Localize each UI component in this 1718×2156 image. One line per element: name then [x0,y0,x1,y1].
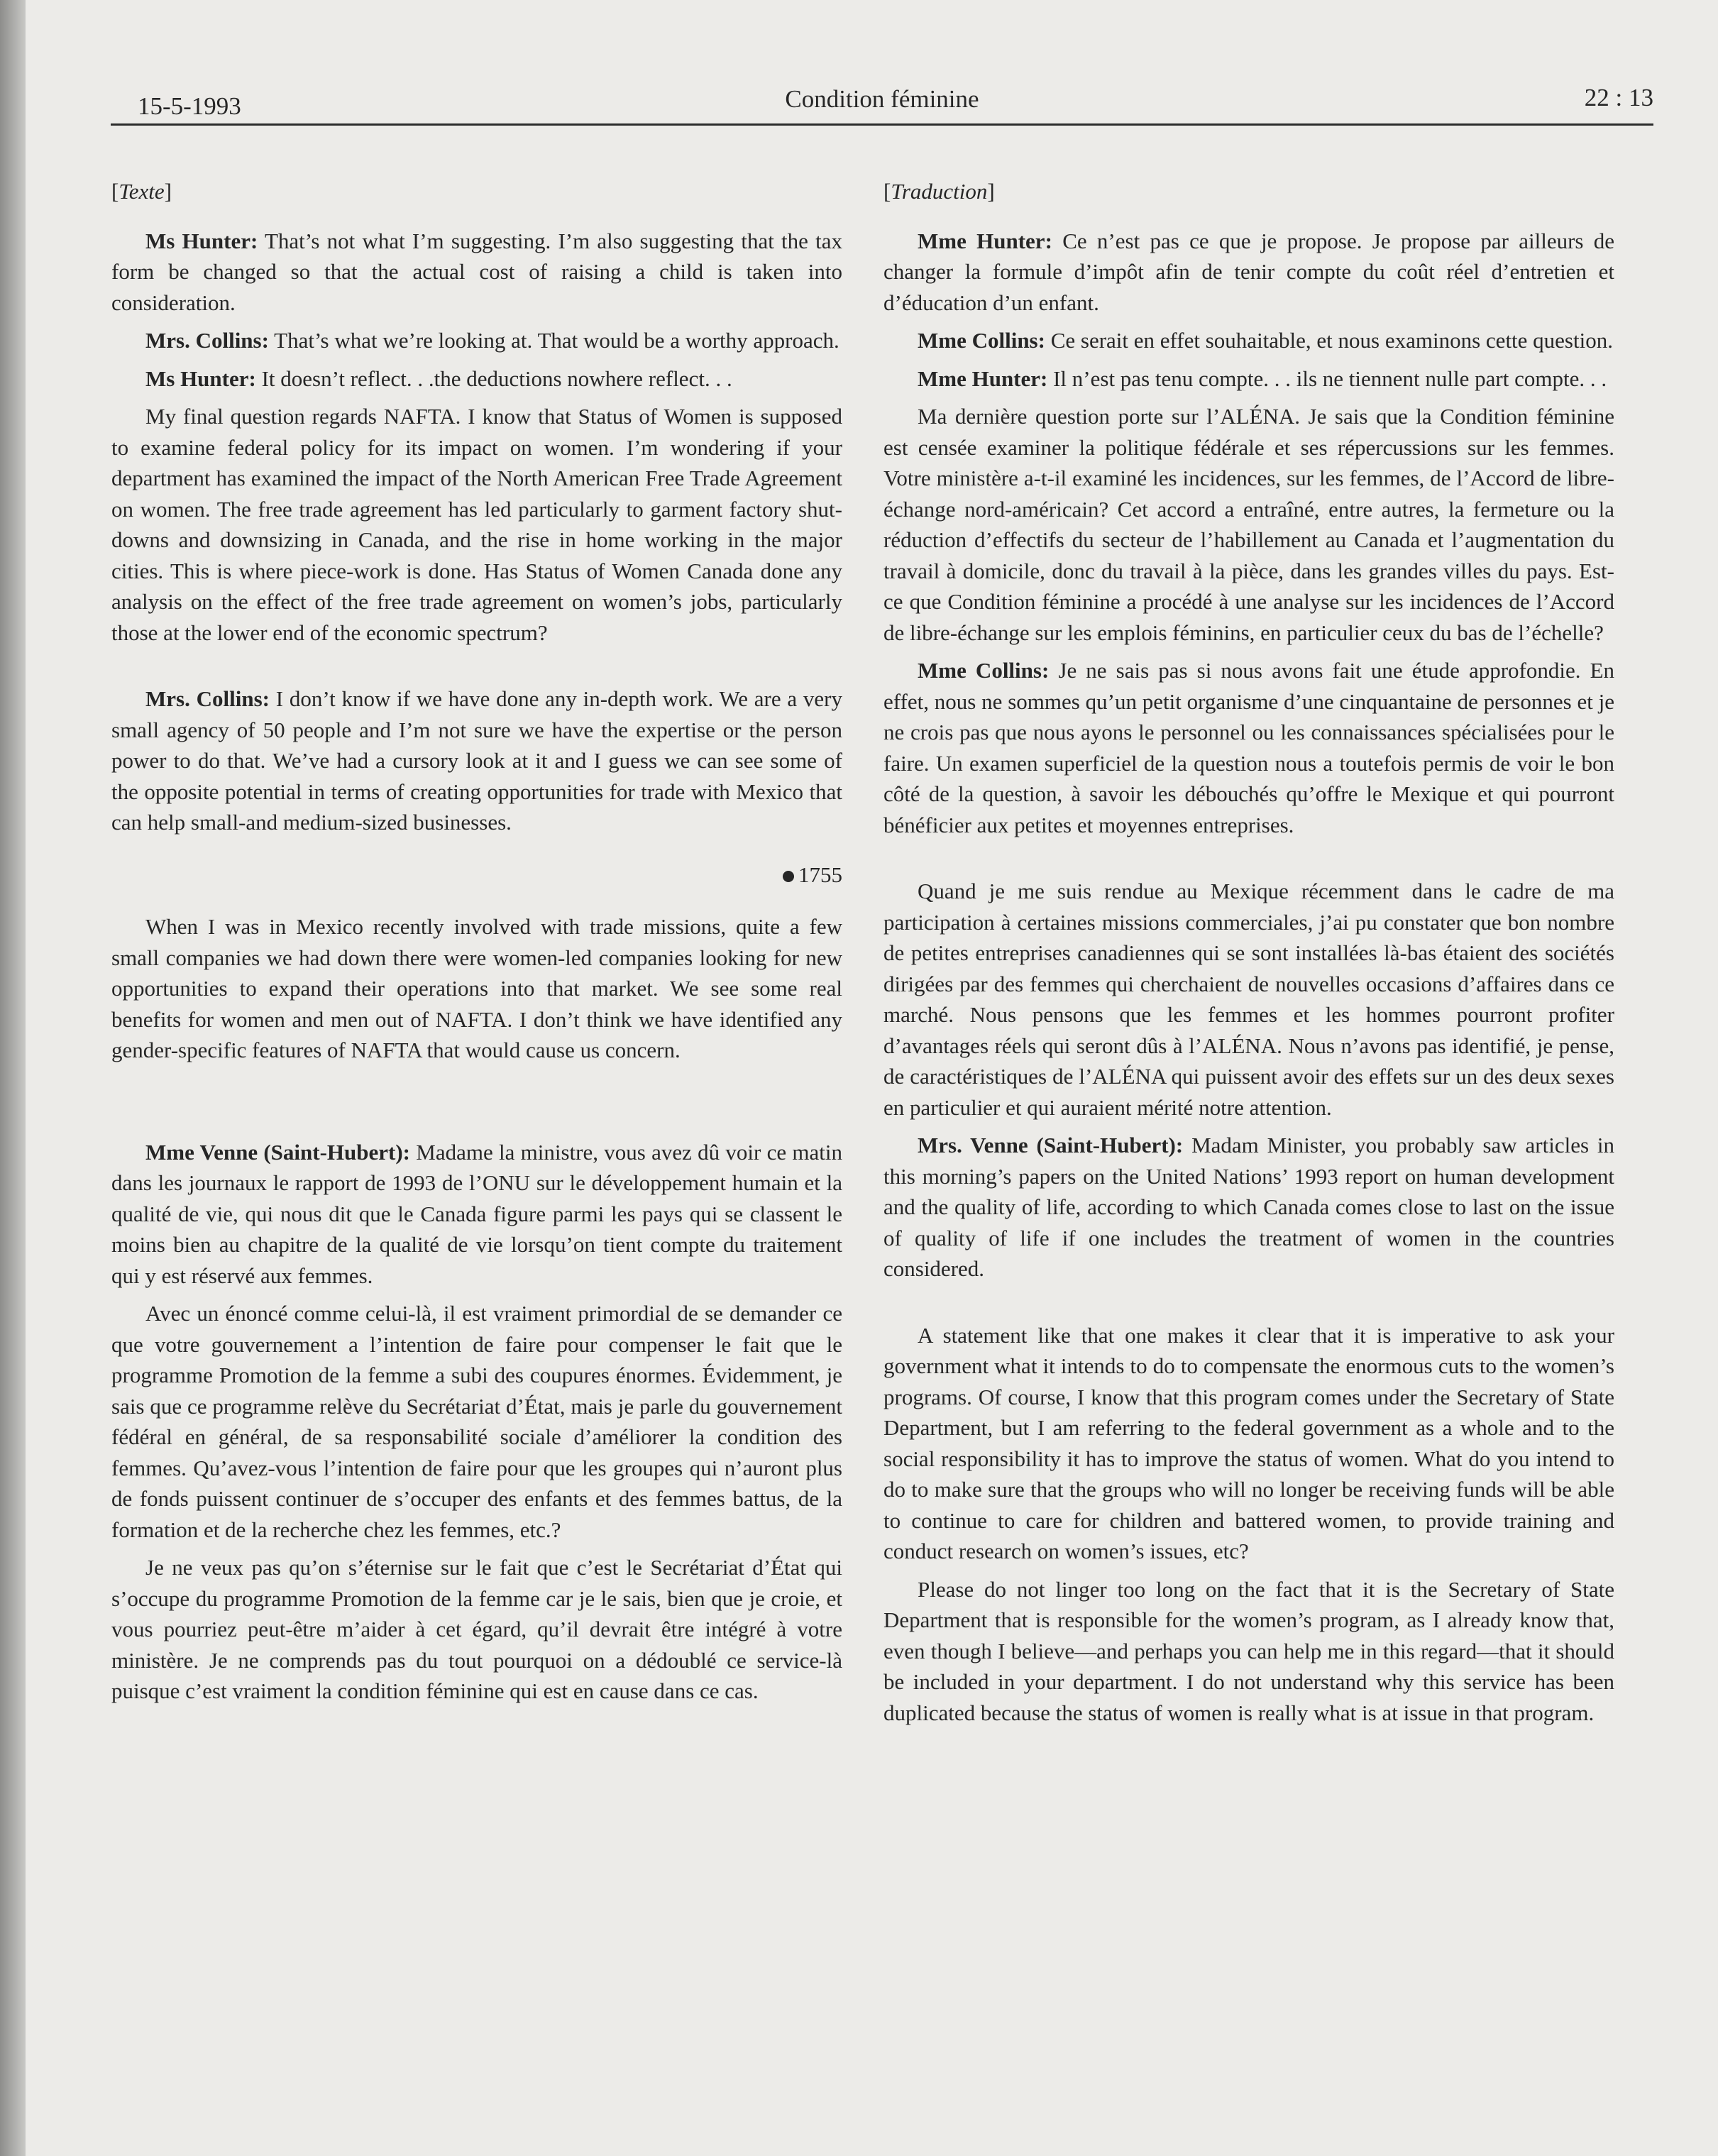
header-title: Condition féminine [785,85,979,113]
paragraph: Mme Collins: Je ne sais pas si nous avons fait une étude approfondie. En effet, nous ne sommes qu’un petit organisme d’une cinquantaine de personnes et je ne crois pas que nous ayons le personnel ou les connaissances spécialisées pour le faire. Un examen superficiel de la question nous a toutefois permis de voir le bon côté de la question, à savoir les débouchés qu’offre le Mexique et qui pourront bénéficier aux petites et moyennes entreprises. [883,658,1615,837]
paragraph: Je ne veux pas qu’on s’éternise sur le fait que c’est le Secrétariat d’État qui s’occupe du programme Promotion de la femme car je le sais, bien que je croie, et vous pourriez peut-être m’aider à cet égard, qu’il devrait être intégré à votre ministère. Je ne comprends pas du tout pourquoi on a dédoublé ce service-là puisque c’est vraiment la condition féminine qui est en cause dans ce cas. [111,1555,842,1703]
paragraph: Mrs. Collins: I don’t know if we have done any in-depth work. We are a very small agency of 50 people and I’m not sure we have the expertise or the person power to do that. We’ve had a cursory look at it and I guess we can see some of the opposite potential in terms of creating opportunities for trade with Mexico that can help small-and medium-sized businesses. [111,686,842,835]
speaker-name: Mrs. Venne (Saint-Hubert): [918,1133,1184,1157]
french-column [883,176,1614,1728]
paragraph: When I was in Mexico recently involved with trade missions, quite a few small companies we had down there were women-led companies looking for new opportunities to expand their operations into that market. We see some real benefits for women and men out of NAFTA. I don’t think we have identified any gender-specific features of NAFTA that would cause us concern. [111,914,842,1062]
paragraph: Ms Hunter: That’s not what I’m suggesting. I’m also suggesting that the tax form be changed so that the actual cost of raising a child is taken into consideration. [111,228,842,315]
section-tag: [Texte] [111,179,172,204]
paragraph: Ms Hunter: It doesn’t reflect. . .the deductions nowhere reflect. . . [145,365,732,391]
paragraph: My final question regards NAFTA. I know that Status of Women is supposed to examine federal policy for its impact on women. I’m wondering if your department has examined the impact of the North American Free Trade Agreement on women. The free trade agreement has led particularly to garment factory shut-downs and downsizing in Canada, and the rise in home working in the major cities. This is where piece-work is done. Has Status of Women Canada done any analysis on the effect of the free trade agreement on women’s jobs, particularly those at the lower end of the economic spectrum? [111,404,842,645]
speaker-name: Ms Hunter: [145,228,258,253]
paragraph: Avec un énoncé comme celui-là, il est vraiment primordial de se demander ce que votre gouvernement a l’intention de faire pour compenser le fait que le programme Promotion de la femme a subi des coupures énormes. Évidemment, je sais que ce programme relève du Secrétariat d’État, mais je parle du gouvernement fédéral en général, de sa responsabilité sociale d’améliorer la condition des femmes. Qu’avez-vous l’intention de faire pour que les groupes qui n’auront plus de fonds puissent continuer de s’occuper des enfants et des femmes battus, de la formation et de la recherche chez les femmes, etc.? [111,1301,842,1542]
book-spine-shadow [0,0,26,2156]
paragraph: A statement like that one makes it clear that it is imperative to ask your government what it intends to do to compensate the enormous cuts to the women’s programs. Of course, I know that this program comes under the Secretary of State Department, but I am referring to the federal government as a whole and to the social responsibility it has to improve the status of women. What do you intend to do to make sure that the groups who will no longer be receiving funds will be able to continue to care for children and battered women, to provide training and conduct research on women’s issues, etc? [883,1322,1614,1563]
speaker-name: Mme Collins: [918,328,1045,353]
paragraph: Mme Collins: Ce serait en effet souhaitable, et nous examinons cette question. [918,328,1613,353]
paragraph: Ma dernière question porte sur l’ALÉNA. Je sais que la Condition féminine est censée examiner la politique fédérale et ses répercussions sur les femmes. Votre ministère a-t-il examiné les incidences, sur les femmes, de l’Accord de libre-échange nord-américain? Cet accord a entraîné, entre autres, la fermeture ou la réduction d’effectifs du secteur de l’habillement au Canada et l’augmentation du travail à domicile, donc du travail à la pièce, dans les grandes villes du pays. Est-ce que Condition féminine a procédé à une analyse sur les incidences de l’Accord de libre-échange sur les emplois féminins, en particulier ceux du bas de l’échelle? [883,404,1614,645]
paragraph: Mrs. Venne (Saint-Hubert): Madam Minister, you probably saw articles in this morning’s papers on the United Nations’ 1993 report on human development and the quality of life, according to which Canada comes close to last on the issue of quality of life if one includes the treatment of women in the countries considered. [883,1133,1615,1281]
speaker-name: Mrs. Collins: [145,686,270,711]
english-column [111,176,842,1707]
speaker-name: Mme Collins: [918,658,1050,683]
paragraph: Mrs. Collins: That’s what we’re looking at. That would be a worthy approach. [145,328,839,353]
speaker-name: Mme Hunter: [918,365,1048,391]
bullet-icon [783,871,794,882]
paragraph: Mme Hunter: Il n’est pas tenu compte. . . ils ne tiennent nulle part compte. . . [918,365,1607,391]
speaker-name: Mrs. Collins: [145,328,269,353]
paragraph: Mme Hunter: Ce n’est pas ce que je propose. Je propose par ailleurs de changer la formule d’impôt afin de tenir compte du coût réel d’entretien et d’éducation d’un enfant. [883,228,1615,315]
section-tag: [Traduction] [883,179,995,204]
speaker-name: Mme Venne (Saint-Hubert): [145,1139,411,1165]
paragraph: Please do not linger too long on the fact that it is the Secretary of State Department that is responsible for the women’s program, as I already know that, even though I believe—and perhaps you can help me in this regard—that it should be included in your department. I do not understand why this service has been duplicated because the status of women is really what is at issue in that program. [883,1576,1614,1725]
speaker-name: Ms Hunter: [145,365,256,391]
running-header [111,68,1653,126]
time-marker: 1755 [111,859,842,891]
paragraph: Mme Venne (Saint-Hubert): Madame la ministre, vous avez dû voir ce matin dans les journaux le rapport de 1993 de l’ONU sur le développement humain et la qualité de vie, qui nous dit que le Canada figure parmi les pays qui se classent le moins bien au chapitre de la qualité de vie lorsqu’on tient compte du traitement qui y est réservé aux femmes. [111,1139,843,1288]
speaker-name: Mme Hunter: [918,228,1052,253]
header-date: 15-5-1993 [138,92,241,120]
header-page-number: 22 : 13 [1584,84,1653,111]
paragraph: Quand je me suis rendue au Mexique récemment dans le cadre de ma participation à certaines missions commerciales, j’ai pu constater que bon nombre de petites entreprises canadiennes qui se sont installées là-bas étaient des sociétés dirigées par des femmes qui cherchaient de nouvelles occasions d’affaires dans ce marché. Nous pensons que les femmes et les hommes pourront profiter d’avantages réels qui seront dûs à l’ALÉNA. Nous n’avons pas identifié, je pense, de caractéristiques de l’ALÉNA qui puissent avoir des effets sur un des deux sexes en particulier et qui auraient mérité notre attention. [883,879,1614,1120]
